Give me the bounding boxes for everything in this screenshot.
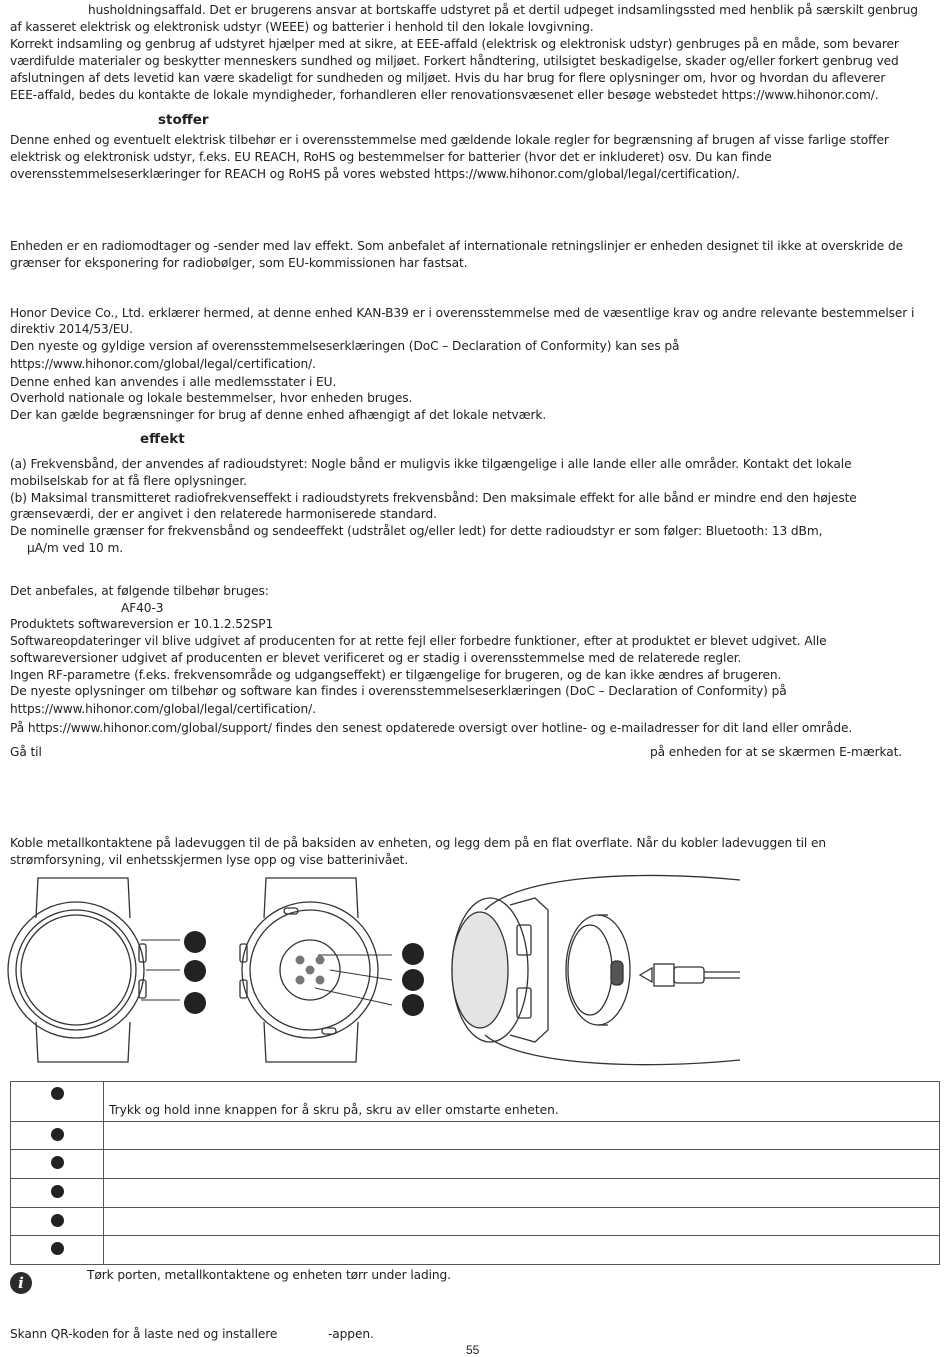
power-line: mobilselskab for at få flere oplysninger. <box>10 474 247 488</box>
weee-line: værdifulde materialer og beskytter menneskers sundhed og miljøet. Forkert håndtering, utilsigtet beskadigelse, skader og/eller forkert genbrug ved <box>10 54 899 68</box>
charging-line: strømforsyning, vil enhetsskjermen lyse opp og vise batterinivået. <box>10 853 409 867</box>
callout-5-icon <box>51 1214 64 1227</box>
charging-line: Koble metallkontaktene på ladevuggen til de på baksiden av enheten, og legg dem på en flat overflate. Når du kobler ladevuggen til en <box>10 836 827 850</box>
conformity-line: direktiv 2014/53/EU. <box>10 322 133 336</box>
table-cell: Trykk og hold inne knappen for å skru på, skru av eller omstarte enheten. <box>104 1082 940 1122</box>
conformity-line: Den nyeste og gyldige version af overensstemmelseserklæringen (DoC – Declaration of Conformity) kan ses på <box>10 339 680 353</box>
accessories-line: På https://www.hihonor.com/global/support/ findes den senest opdaterede oversigt over hotline- og e-mailadresser for dit land eller område. <box>10 721 853 735</box>
conformity-line: Denne enhed kan anvendes i alle medlemsstater i EU. <box>10 375 337 389</box>
conformity-line: Overhold nationale og lokale bestemmelser, hvor enheden bruges. <box>10 391 413 405</box>
table-row <box>11 1236 940 1265</box>
watch-front-illustration <box>8 878 180 1062</box>
watch-charging-illustration <box>0 870 760 1070</box>
accessories-line: Produktets softwareversion er 10.1.2.52SP1 <box>10 617 274 631</box>
conformity-line: Honor Device Co., Ltd. erklærer hermed, at denne enhed KAN-B39 er i overensstemmelse med de væsentlige krav og andre relevante bestemmelser i <box>10 306 915 320</box>
hazard-heading: stoffer <box>158 112 209 128</box>
table-cell <box>104 1150 940 1179</box>
weee-line: EEE-affald, bedes du kontakte de lokale myndigheder, forhandleren eller renovationsvæsenet eller besøge webstedet https://www.hihonor.com/. <box>10 88 879 102</box>
goto-left-text: Gå til <box>10 745 42 759</box>
radio-line: grænser for eksponering for radiobølger, som EU-kommissionen har fastsat. <box>10 256 468 270</box>
hazard-line: Denne enhed og eventuelt elektrisk tilbehør er i overensstemmelse med gældende lokale regler for begrænsning af brugen af visse farlige stoffer <box>10 133 889 147</box>
table-cell <box>104 1122 940 1150</box>
weee-line: Korrekt indsamling og genbrug af udstyret hjælper med at sikre, at EEE-affald (elektrisk og elektronisk udstyr) genbruges på en måde, som bevarer <box>10 37 899 51</box>
power-line: (b) Maksimal transmitteret radiofrekvenseffekt i radioudstyrets frekvensbånd: Den maksimale effekt for alle bånd er mindre end den højeste <box>10 491 857 505</box>
accessories-line: https://www.hihonor.com/global/legal/certification/. <box>10 702 316 716</box>
accessories-line: softwareversioner udgivet af producenten er blevet verificeret og er stadig i overensstemmelse med de relaterede regler. <box>10 651 742 665</box>
info-icon: i <box>10 1272 32 1294</box>
callout-4-icon <box>402 943 424 965</box>
app-text-right: -appen. <box>328 1327 374 1341</box>
table-cell <box>104 1236 940 1265</box>
app-text-left: Skann QR-koden for å laste ned og installere <box>10 1327 278 1341</box>
callout-2-icon <box>51 1128 64 1141</box>
weee-line: af kasseret elektrisk og elektronisk udstyr (WEEE) og batterier i henhold til den lokale lovgivning. <box>10 20 594 34</box>
hazard-line: overensstemmelseserklæringer for REACH og RoHS på vores websted https://www.hihonor.com/global/legal/certification/. <box>10 167 740 181</box>
callout-6-icon <box>402 994 424 1016</box>
accessories-line: AF40-3 <box>121 601 164 615</box>
table-row <box>11 1179 940 1208</box>
power-heading: effekt <box>140 431 185 447</box>
accessories-line: De nyeste oplysninger om tilbehør og software kan findes i overensstemmelseserklæringen (DoC – Declaration of Conformity) på <box>10 684 787 698</box>
hazard-line: elektrisk og elektronisk udstyr, f.eks. EU REACH, RoHS og bestemmelser for batterier (hvor det er inkluderet) osv. Du kan finde <box>10 150 772 164</box>
charging-cradle-illustration <box>566 915 630 1025</box>
power-line: (a) Frekvensbånd, der anvendes af radioudstyret: Nogle bånd er muligvis ikke tilgængelige i alle lande eller alle områder. Kontakt det lokale <box>10 457 852 471</box>
power-line: μA/m ved 10 m. <box>27 541 123 555</box>
accessories-line: Ingen RF-parametre (f.eks. frekvensområde og udgangseffekt) er tilgængelige for brugeren, og de kan ikke ændres af brugeren. <box>10 668 782 682</box>
power-line: De nominelle grænser for frekvensbånd og sendeeffekt (udstrålet og/eller ledt) for dette radioudstyr er som følger: Bluetooth: 13 dBm, <box>10 524 823 538</box>
radio-line: Enheden er en radiomodtager og -sender med lav effekt. Som anbefalet af internationale retningslinjer er enheden designet til ikke at overskride de <box>10 239 903 253</box>
table-row <box>11 1150 940 1179</box>
weee-line: afslutningen af dets levetid kan være skadeligt for sundheden og miljøet. Hvis du har brug for flere oplysninger om, hvor og hvordan du afleverer <box>10 71 886 85</box>
note-text: Tørk porten, metallkontaktene og enheten tørr under lading. <box>87 1268 451 1282</box>
conformity-line: Der kan gælde begrænsninger for brug af denne enhed afhængigt af det lokale netværk. <box>10 408 547 422</box>
callout-3-icon <box>51 1156 64 1169</box>
callout-1-icon <box>184 931 206 953</box>
button-function-table <box>10 1081 940 1265</box>
usb-cable-illustration <box>640 964 740 986</box>
table-cell <box>104 1179 940 1208</box>
page-number: 55 <box>466 1343 480 1357</box>
watch-back-illustration <box>240 878 392 1062</box>
weee-line: husholdningsaffald. Det er brugerens ansvar at bortskaffe udstyret på et dertil udpeget indsamlingssted med henblik på særskilt genbrug <box>88 3 918 17</box>
table-cell <box>104 1208 940 1236</box>
callout-5-icon <box>402 969 424 991</box>
table-row <box>11 1122 940 1150</box>
sensor-dots <box>296 956 325 985</box>
callout-1-icon <box>51 1087 64 1100</box>
callout-4-icon <box>51 1185 64 1198</box>
conformity-line: https://www.hihonor.com/global/legal/certification/. <box>10 357 316 371</box>
table-row <box>11 1208 940 1236</box>
power-line: grænseværdi, der er angivet i den relaterede harmoniserede standard. <box>10 507 437 521</box>
callout-3-icon <box>184 992 206 1014</box>
accessories-line: Det anbefales, at følgende tilbehør bruges: <box>10 584 269 598</box>
callout-6-icon <box>51 1242 64 1255</box>
accessories-line: Softwareopdateringer vil blive udgivet af producenten for at rette fejl eller forbedre funktioner, efter at produktet er blevet udgivet. Alle <box>10 634 827 648</box>
watch-side-illustration <box>452 875 740 1064</box>
callout-2-icon <box>184 960 206 982</box>
goto-right-text: på enheden for at se skærmen E-mærkat. <box>650 745 903 759</box>
table-row <box>11 1082 940 1122</box>
